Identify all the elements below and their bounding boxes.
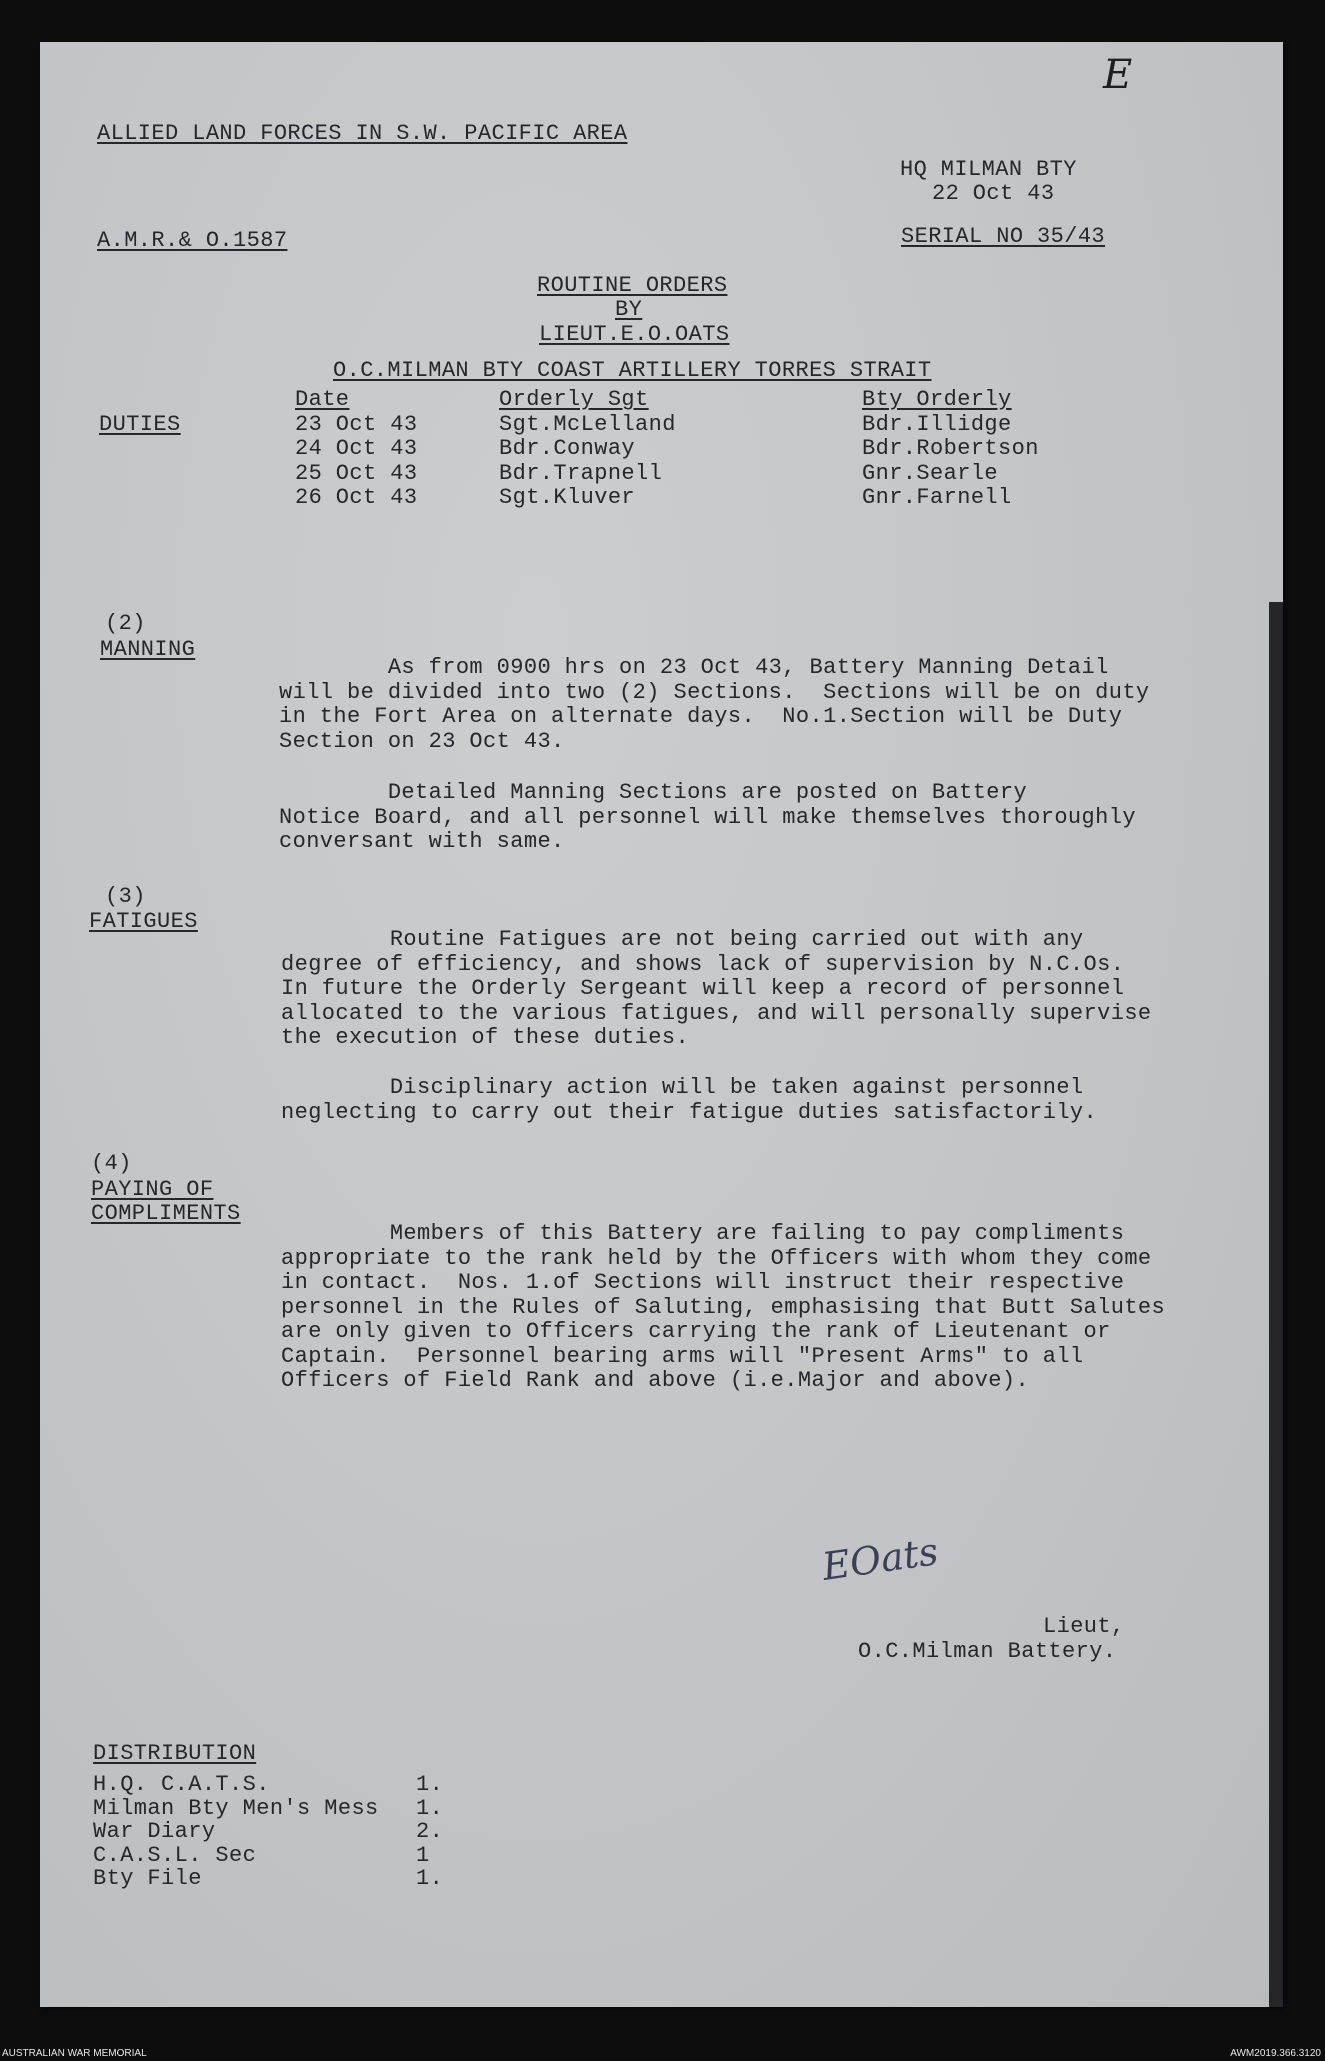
hq-line: HQ MILMAN BTY [900,157,1077,182]
title-by: BY [615,297,643,322]
footer-institution: AUSTRALIAN WAR MEMORIAL [2,2048,147,2059]
table-row [93,1844,443,1868]
table-row [93,1820,443,1844]
cell-bty-orderly: Bdr.Robertson [862,436,1039,461]
dist-recipient: Bty File [93,1866,202,1891]
fatigues-heading: FATIGUES [89,909,198,934]
distribution-table [93,1773,443,1891]
page-shadow-edge [1269,602,1283,2007]
fatigues-paragraph-2 [281,1076,1097,1125]
signature-role: O.C.Milman Battery. [858,1639,1117,1664]
handwritten-mark: E [1103,52,1133,98]
manning-paragraph-1 [279,656,1150,754]
text-line: Routine Fatigues are not being carried out with any [281,927,1084,952]
signature-scrawl: EOats [819,1529,941,1589]
text-line: Members of this Battery are failing to pay compliments [281,1221,1125,1246]
text-line: In future the Orderly Sergeant will keep a record of personnel [281,976,1125,1001]
text-line: personnel in the Rules of Saluting, emphasising that Butt Salutes [281,1294,1166,1320]
cell-orderly-sgt: Bdr.Conway [499,436,636,461]
text-line: appropriate to the rank held by the Officers with whom they come [281,1245,1152,1271]
cell-date: 26 Oct 43 [295,485,418,510]
cell-orderly-sgt: Sgt.McLelland [499,411,676,437]
dist-recipient: Milman Bty Men's Mess [93,1795,379,1821]
footer-accession-number: AWM2019.366.3120 [1230,2048,1321,2059]
table-row [295,486,1039,511]
cell-orderly-sgt: Bdr.Trapnell [499,460,663,486]
text-line: degree of efficiency, and shows lack of supervision by N.C.Os. [281,951,1125,977]
table-row [295,437,1039,462]
text-line: conversant with same. [279,829,565,854]
dist-copies: 1. [416,1866,444,1891]
cell-date: 25 Oct 43 [295,460,418,486]
text-line: Detailed Manning Sections are posted on Battery [279,780,1028,805]
signature-rank: Lieut, [1043,1614,1125,1639]
col-orderly-sgt: Orderly Sgt [499,387,649,412]
dist-recipient: H.Q. C.A.T.S. [93,1772,270,1797]
fatigues-paragraph-1 [281,928,1152,1051]
cell-bty-orderly: Gnr.Farnell [862,485,1012,510]
text-line: allocated to the various fatigues, and will personally supervise [281,1000,1152,1026]
text-line: Notice Board, and all personnel will make themselves thoroughly [279,804,1136,830]
distribution-heading: DISTRIBUTION [93,1741,257,1766]
cell-bty-orderly: Gnr.Searle [862,460,999,486]
manning-paragraph-2 [279,781,1136,855]
text-line: in contact. Nos. 1.of Sections will instruct their respective [281,1270,1125,1295]
title-officer: LIEUT.E.O.OATS [539,322,730,347]
dist-copies: 1 [416,1842,430,1868]
text-line: Officers of Field Rank and above (i.e.Major and above). [281,1368,1030,1393]
section-number-3: (3) [105,884,146,909]
col-date: Date [295,387,350,412]
text-line: neglecting to carry out their fatigue duties satisfactorily. [281,1099,1098,1125]
col-bty-orderly: Bty Orderly [862,387,1012,412]
text-line: Disciplinary action will be taken against personnel [281,1075,1084,1100]
text-line: Section on 23 Oct 43. [279,728,565,754]
section-number-2: (2) [105,611,146,636]
duties-table [295,388,1039,511]
duties-header-row [295,388,1039,413]
text-line: the execution of these duties. [281,1025,690,1050]
cell-bty-orderly: Bdr.Illidge [862,411,1012,437]
dist-copies: 2. [416,1819,444,1844]
title-unit: O.C.MILMAN BTY COAST ARTILLERY TORRES STRAIT [333,358,932,383]
text-line: As from 0900 hrs on 23 Oct 43, Battery Manning Detail [279,655,1109,680]
compliments-heading-2: COMPLIMENTS [91,1201,241,1226]
serial-number: SERIAL NO 35/43 [901,224,1106,249]
dist-recipient: War Diary [93,1819,216,1844]
cell-orderly-sgt: Sgt.Kluver [499,485,636,510]
text-line: in the Fort Area on alternate days. No.1.Section will be Duty [279,704,1123,729]
duties-heading: DUTIES [99,412,181,437]
organisation-heading: ALLIED LAND FORCES IN S.W. PACIFIC AREA [97,121,628,146]
table-row [93,1797,443,1821]
compliments-paragraph [281,1222,1165,1394]
table-row [93,1773,443,1797]
table-row [295,413,1039,438]
dist-recipient: C.A.S.L. Sec [93,1842,257,1868]
cell-date: 23 Oct 43 [295,411,418,437]
amr-reference: A.M.R.& O.1587 [97,228,288,253]
table-row [93,1867,443,1891]
text-line: Captain. Personnel bearing arms will "Present Arms" to all [281,1343,1084,1369]
text-line: will be divided into two (2) Sections. Sections will be on duty [279,679,1150,705]
compliments-heading-1: PAYING OF [91,1177,214,1202]
section-number-4: (4) [91,1151,132,1176]
manning-heading: MANNING [100,637,196,662]
table-row [295,462,1039,487]
title-routine-orders: ROUTINE ORDERS [537,273,728,298]
dist-copies: 1. [416,1795,444,1821]
cell-date: 24 Oct 43 [295,436,418,461]
text-line: are only given to Officers carrying the rank of Lieutenant or [281,1319,1111,1344]
document-date: 22 Oct 43 [932,181,1055,206]
dist-copies: 1. [416,1772,444,1797]
